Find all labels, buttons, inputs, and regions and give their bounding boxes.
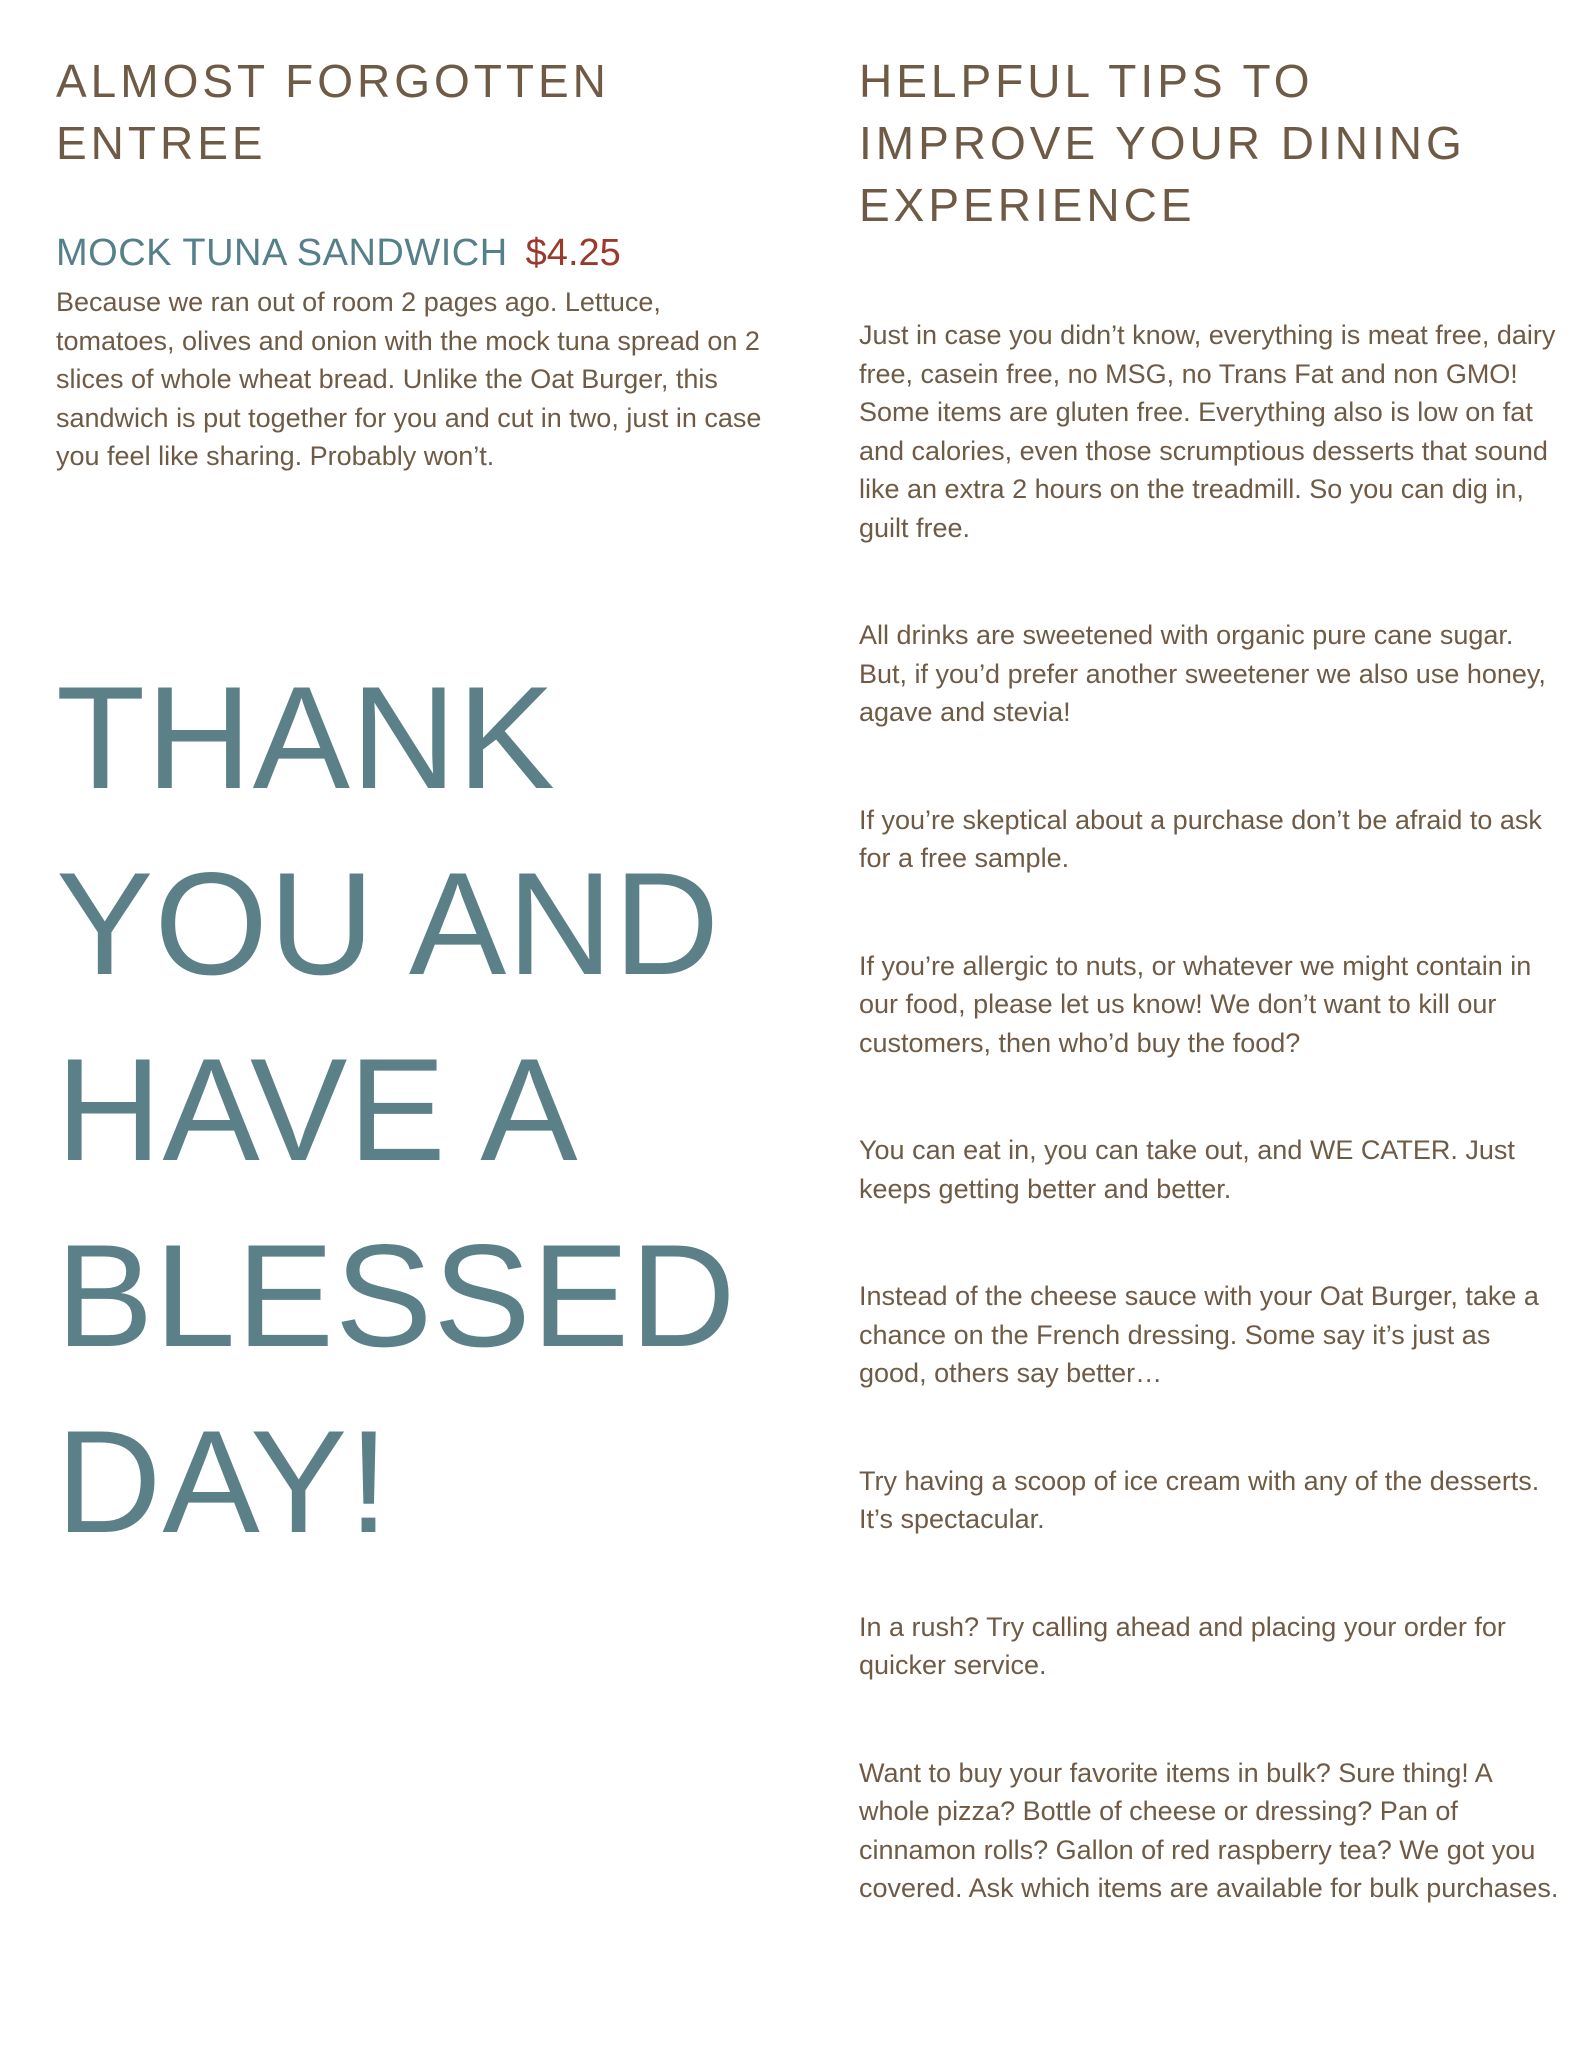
thank-you-line: YOU AND [56,842,721,1005]
thank-you-line: THANK [56,656,556,819]
entree-heading: ALMOST FORGOTTEN ENTREE [56,55,610,169]
tip-item: Just in case you didn’t know, everything is meat free, dairy free, casein free, no MSG, no Trans Fat and non GMO! Some items are gluten free. Everything also is low on fat and calories, even those scrumptious desserts that sound like an extra 2 hours on the treadmill. So you can dig in, guilt free. [859,320,1556,543]
menu-item-header [56,232,776,275]
thank-you-line: HAVE A [56,1028,579,1191]
tip-item: Want to buy your favorite items in bulk? Sure thing! A whole pizza? Bottle of cheese or dressing? Pan of cinnamon rolls? Gallon of red raspberry tea? We got you covered. Ask which items are available for bulk purchases. [859,1757,1559,1903]
tip-item: In a rush? Try calling ahead and placing your order for quicker service. [859,1611,1506,1680]
item-description: Because we ran out of room 2 pages ago. Lettuce, tomatoes, olives and onion with the mock tuna spread on 2 slices of whole wheat bread. Unlike the Oat Burger, this sandwich is put together for you and cut in two, just in case you feel like sharing. Probably won’t. [56,287,762,471]
tips-list [859,316,1559,1908]
thank-you-line: DAY! [56,1400,390,1563]
tip-item: You can eat in, you can take out, and WE CATER. Just keeps getting better and better. [859,1135,1515,1204]
tips-heading: HELPFUL TIPS TO IMPROVE YOUR DINING EXPERIENCE [859,55,1466,231]
tip-item: If you’re skeptical about a purchase don’t be afraid to ask for a free sample. [859,804,1542,873]
entree-section [56,50,776,476]
tip-item: Instead of the cheese sauce with your Oat Burger, take a chance on the French dressing. Some say it’s just as good, others say better… [859,1281,1539,1388]
tip-item: If you’re allergic to nuts, or whatever we might contain in our food, please let us know! We don’t want to kill our customers, then who’d buy the food? [859,950,1532,1058]
tip-item: Try having a scoop of ice cream with any of the desserts. It’s spectacular. [859,1465,1540,1534]
tips-section [859,50,1559,1977]
thank-you-line: BLESSED [56,1214,737,1377]
tip-item: All drinks are sweetened with organic pure cane sugar. But, if you’d prefer another sweetener we also use honey, agave and stevia! [859,620,1546,727]
item-name: MOCK TUNA SANDWICH [56,232,508,274]
item-price: $4.25 [525,232,621,274]
thank-you-message [56,645,796,1575]
